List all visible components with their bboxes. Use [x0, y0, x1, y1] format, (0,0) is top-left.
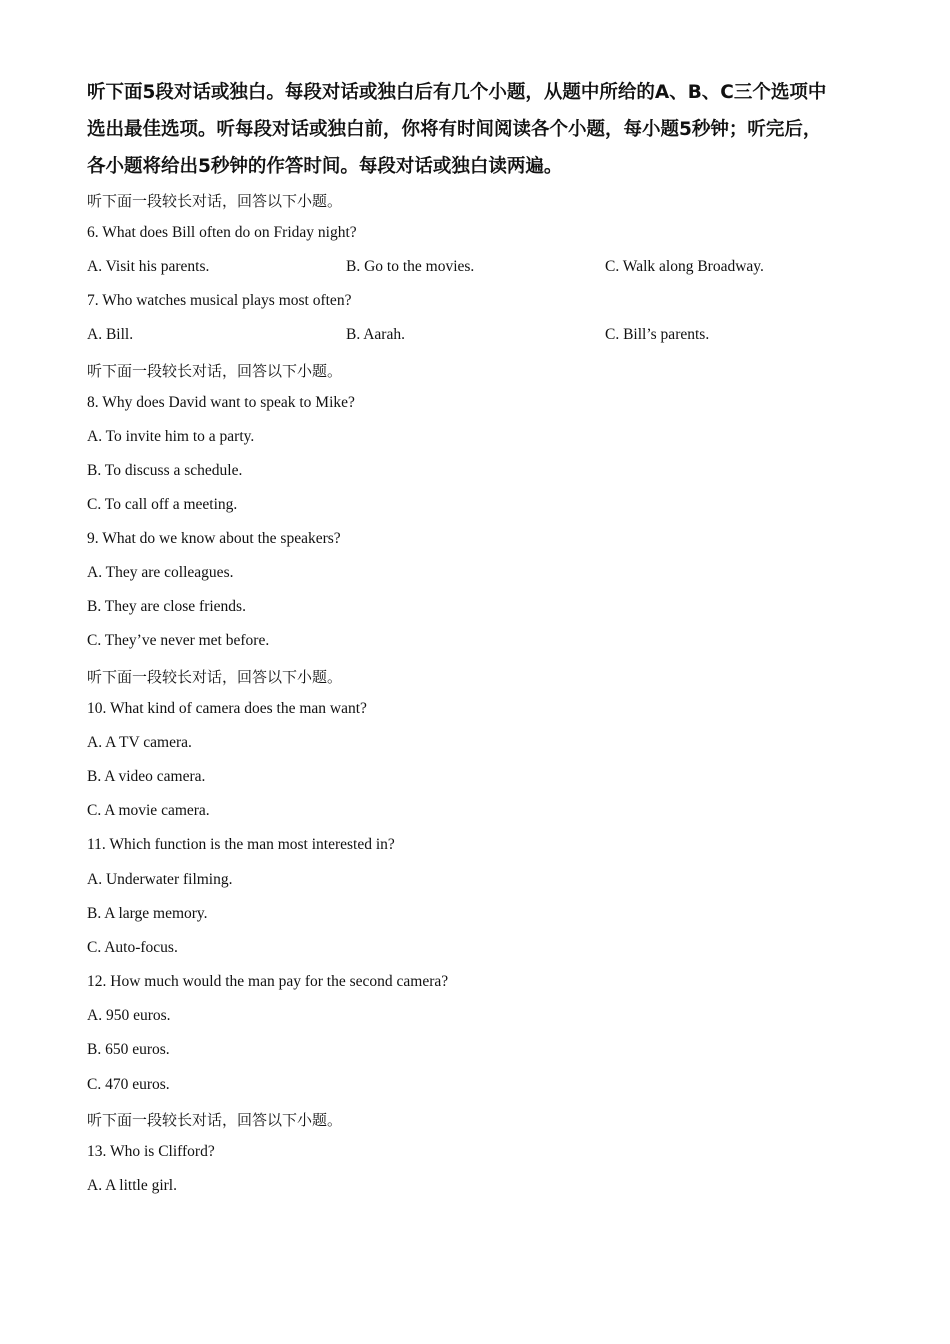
- option-11b: B. A large memory.: [87, 905, 208, 922]
- option-8b: B. To discuss a schedule.: [87, 462, 243, 479]
- instructions-line-1: 听下面5段对话或独白。每段对话或独白后有几个小题，从题中所给的A、B、C三个选项中: [87, 82, 827, 103]
- option-12c: C. 470 euros.: [87, 1076, 170, 1093]
- section-intro: 听下面一段较长对话，回答以下小题。: [87, 192, 343, 210]
- option-11a: A. Underwater filming.: [87, 871, 233, 888]
- question-11: 11. Which function is the man most interested in?: [87, 836, 395, 853]
- option-9c: C. They’ve never met before.: [87, 632, 270, 649]
- question-7: 7. Who watches musical plays most often?: [87, 292, 352, 309]
- section-intro: 听下面一段较长对话，回答以下小题。: [87, 668, 343, 686]
- section-intro: 听下面一段较长对话，回答以下小题。: [87, 362, 343, 380]
- option-10c: C. A movie camera.: [87, 802, 210, 819]
- option-6c: C. Walk along Broadway.: [605, 258, 764, 275]
- option-9b: B. They are close friends.: [87, 598, 246, 615]
- option-7c: C. Bill’s parents.: [605, 326, 710, 343]
- section-intro: 听下面一段较长对话，回答以下小题。: [87, 1111, 343, 1129]
- instructions-line-2: 选出最佳选项。听每段对话或独白前，你将有时间阅读各个小题，每小题5秒钟；听完后，: [87, 119, 822, 140]
- question-13: 13. Who is Clifford?: [87, 1143, 215, 1160]
- question-8: 8. Why does David want to speak to Mike?: [87, 394, 355, 411]
- option-12b: B. 650 euros.: [87, 1041, 170, 1058]
- option-8a: A. To invite him to a party.: [87, 428, 255, 445]
- instructions-line-3: 各小题将给出5秒钟的作答时间。每段对话或独白读两遍。: [87, 156, 563, 177]
- question-10: 10. What kind of camera does the man want?: [87, 700, 367, 717]
- option-13a: A. A little girl.: [87, 1177, 177, 1194]
- option-6b: B. Go to the movies.: [346, 258, 475, 275]
- option-11c: C. Auto-focus.: [87, 939, 178, 956]
- option-9a: A. They are colleagues.: [87, 564, 234, 581]
- option-8c: C. To call off a meeting.: [87, 496, 238, 513]
- question-9: 9. What do we know about the speakers?: [87, 530, 341, 547]
- option-7a: A. Bill.: [87, 326, 134, 343]
- option-10b: B. A video camera.: [87, 768, 206, 785]
- option-10a: A. A TV camera.: [87, 734, 192, 751]
- option-7b: B. Aarah.: [346, 326, 405, 343]
- question-12: 12. How much would the man pay for the second camera?: [87, 973, 449, 990]
- question-6: 6. What does Bill often do on Friday night?: [87, 224, 357, 241]
- option-12a: A. 950 euros.: [87, 1007, 171, 1024]
- listening-instructions: [87, 74, 867, 185]
- option-6a: A. Visit his parents.: [87, 258, 210, 275]
